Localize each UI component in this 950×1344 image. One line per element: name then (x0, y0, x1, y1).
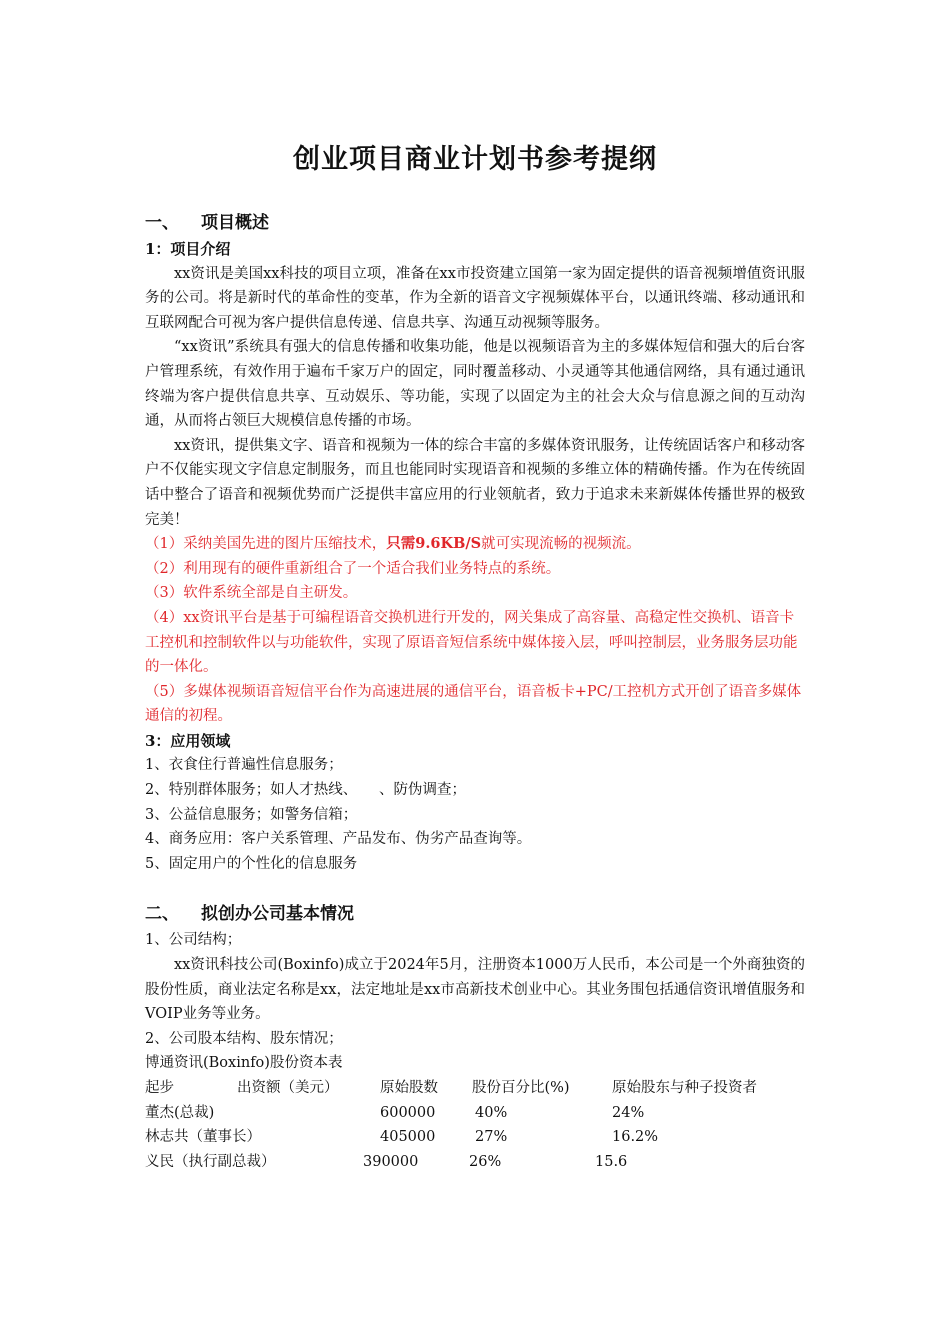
table-header-cell: 原始股东与种子投资者 (612, 1080, 757, 1096)
application-item-4: 4、商务应用：客户关系管理、产品发布、伪劣产品查询等。 (145, 831, 532, 848)
feature-item-2: （2）利用现有的硬件重新组合了一个适合我们业务特点的系统。 (145, 560, 561, 577)
document-title: 创业项目商业计划书参考提纲 (293, 144, 657, 175)
table-cell: 义民（执行副总裁） (145, 1153, 276, 1170)
equity-structure-item: 2、公司股本结构、股东情况； (145, 1030, 343, 1047)
company-structure-paragraph: xx资讯科技公司(Boxinfo)成立于2024年5月，注册资本1000万人民币，本公司是一个外商独资的股份性质，商业法定名称是xx，法定地址是xx市高新技术创业中心。其业务围包括通信资讯增值服务和VOIP业务等业务。 (145, 957, 805, 1023)
intro-paragraph-3: xx资讯，提供集文字、语音和视频为一体的综合丰富的多媒体资讯服务，让传统固话客户和移动客户不仅能实现文字信息定制服务，而且也能同时实现语音和视频的多维立体的精确传播。作为在传统固话中整合了语音和视频优势而广泛提供丰富应用的行业领航者，致力于追求未来新媒体传播世界的极致完美！ (145, 437, 805, 528)
feature-1-prefix: （1）采纳美国先进的图片压缩技术， (145, 536, 387, 553)
section-2-heading (145, 900, 805, 928)
table-header-cell: 出资额（美元） (237, 1080, 339, 1096)
document-body (145, 209, 805, 1174)
application-item-1: 1、衣食住行普遍性信息服务； (145, 757, 343, 774)
feature-item-1 (145, 532, 805, 557)
table-cell: 27% (475, 1129, 508, 1146)
section-spacer (145, 876, 805, 900)
feature-item-5: （5）多媒体视频语音短信平台作为高速进展的通信平台，语音板卡+PC/工控机方式开创了语音多媒体通信的初程。 (145, 683, 802, 725)
section-1-number: 一、 (145, 213, 179, 233)
table-cell: 405000 (380, 1129, 436, 1146)
table-cell: 董杰(总裁) (145, 1104, 215, 1121)
table-cell: 26% (469, 1153, 502, 1170)
feature-item-4: （4）xx资讯平台是基于可编程语音交换机进行开发的，网关集成了高容量、高稳定性交换机、语音卡工控机和控制软件以与功能软件，实现了原语音短信系统中媒体接入层，呼叫控制层，业务服务层功能的一体化。 (145, 609, 798, 676)
table-header-cell: 股份百分比(%) (472, 1080, 570, 1096)
table-header-cell: 原始股数 (380, 1080, 438, 1096)
company-structure-item: 1、公司结构； (145, 932, 242, 949)
section-2-number: 二、 (145, 904, 179, 925)
section-1-title: 项目概述 (201, 213, 269, 233)
subsection-application-areas: 3：应用领域 (145, 731, 231, 750)
table-row (145, 1101, 805, 1126)
table-row (145, 1150, 805, 1175)
table-cell: 16.2% (612, 1129, 659, 1146)
equity-table-title: 博通资讯(Boxinfo)股份资本表 (145, 1055, 343, 1072)
table-cell: 15.6 (595, 1153, 628, 1170)
feature-item-3: （3）软件系统全部是自主研发。 (145, 585, 358, 602)
table-row (145, 1125, 805, 1150)
table-header-cell: 起步 (145, 1080, 174, 1096)
table-cell: 林志共（董事长） (145, 1129, 261, 1146)
application-item-3: 3、公益信息服务；如警务信箱； (145, 806, 358, 823)
feature-1-bold: 只需9.6KB/S (386, 535, 482, 553)
table-cell: 390000 (363, 1153, 419, 1170)
feature-1-suffix: 就可实现流畅的视频流。 (481, 536, 641, 553)
application-item-2: 2、特别群体服务；如人才热线、 、防伪调查； (145, 782, 466, 799)
table-cell: 40% (475, 1104, 508, 1121)
section-2-title: 拟创办公司基本情况 (201, 904, 354, 925)
subsection-project-intro: 1：项目介绍 (145, 240, 231, 258)
section-1-heading (145, 209, 805, 237)
table-cell: 600000 (380, 1104, 436, 1121)
intro-paragraph-1: xx资讯是美国xx科技的项目立项，准备在xx市投资建立国第一家为固定提供的语音视频增值资讯服务的公司。将是新时代的革命性的变革，作为全新的语音文字视频媒体平台，以通讯终端、移动通讯和互联网配合可视为客户提供信息传递、信息共享、沟通互动视频等服务。 (145, 265, 805, 331)
table-cell: 24% (612, 1104, 645, 1121)
application-item-5: 5、固定用户的个性化的信息服务 (145, 855, 358, 872)
intro-paragraph-2: “xx资讯”系统具有强大的信息传播和收集功能，他是以视频语音为主的多媒体短信和强大的后台客户管理系统，有效作用于遍布千家万户的固定，同时覆盖移动、小灵通等其他通信网络，具有通过通讯终端为客户提供信息共享、互动娱乐、等功能，实现了以固定为主的社会大众与信息源之间的互动沟通，从而将占领巨大规模信息传播的市场。 (145, 339, 805, 430)
equity-table-header (145, 1076, 805, 1101)
